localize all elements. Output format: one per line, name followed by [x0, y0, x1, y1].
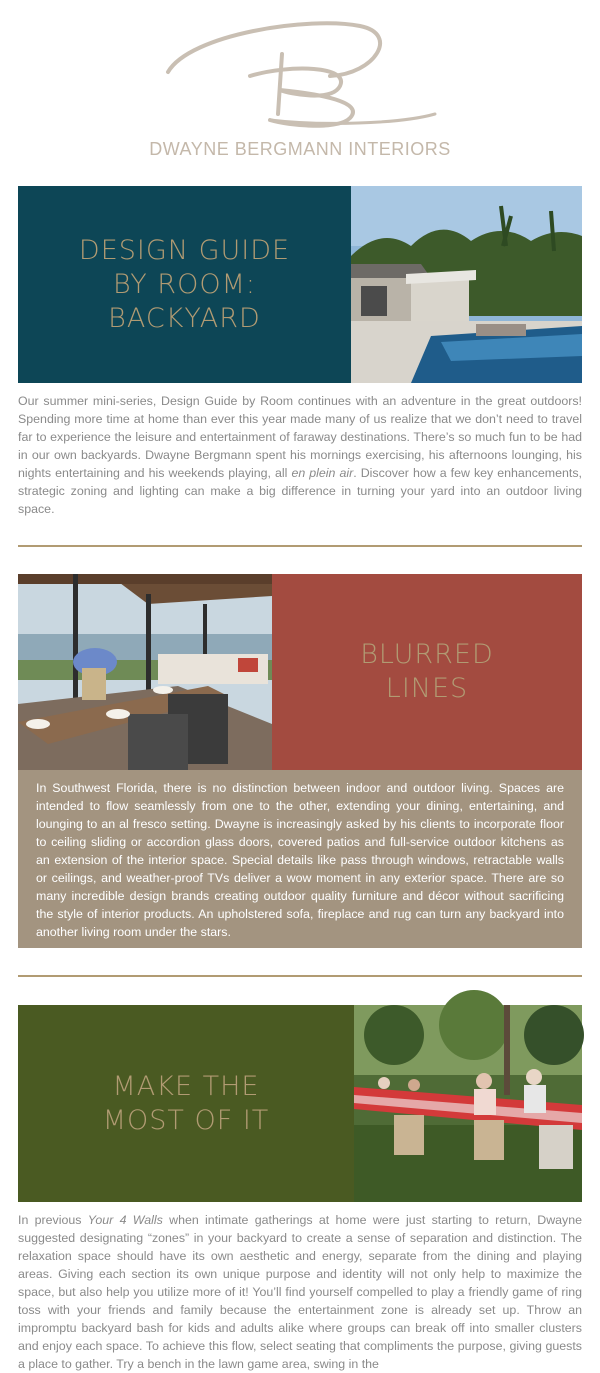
lanai-dining-photo — [18, 574, 272, 770]
blurred-lines-text: In Southwest Florida, there is no distinction between indoor and outdoor living. Spaces are intended to flow seamlessly from one to the other, extending your dining, entertaining, and lounging to an al fresco setting. Dwayne is increasingly asked by his clients to incorporate floor to ceiling sliding or accordion glass doors, covered patios and full-service outdoor kitchens as an extension of the interior space. Special details like pass through windows, retractable walls or ceilings, and weather-proof TVs deliver a wow moment in any exterior space. There are so many incredible design brands creating outdoor quality furniture and décor without sacrificing the style of interior products. An upholstered sofa, fireplace and rug can turn any backyard into another living room under the stars. — [36, 781, 564, 939]
brand-name: DWAYNE BERGMANN INTERIORS — [149, 139, 451, 159]
make-the-most-text-end: when intimate gatherings at home were just starting to return, Dwayne suggested designating “zones” in your backyard to create a sense of separation and distinction. The relaxation space should have its own aesthetic and energy, separate from the dining and playing areas. Giving each section its own unique purpose and identity will not only help to maximize the space, but also help you utilize more of it! You’ll find yourself compelled to play a friendly game of ring toss with your friends and family because the entertainment zone is already set up. Throw an impromptu backyard bash for kids and adults alike where groups can break off into smaller clusters and enjoy each space. To achieve this flow, select seating that compliments the purpose, giving guests a place to gather. Try a bench in the lawn game area, swing in the — [18, 1213, 583, 1371]
section-make-the-most — [18, 1005, 582, 1202]
section-title: BLURRED LINES — [360, 639, 494, 704]
brand-logo[interactable] — [0, 0, 600, 175]
section-divider — [18, 975, 582, 977]
intro-emphasis: en plein air — [291, 466, 354, 480]
make-the-most-paragraph — [18, 1211, 582, 1373]
garden-party-photo — [354, 1005, 582, 1202]
section-backyard — [18, 186, 582, 383]
intro-text: Our summer mini-series, Design Guide by Room continues with an adventure in the great outdoors! Spending more time at home than ever this year made many of us realize that we don’t need to travel far to experience the leisure and entertainment of faraway destinations. There’s so much fun to be had in our own backyards. Dwayne Bergmann spent his mornings exercising, his afternoons lounging, his nights entertaining and his weekends playing, all — [18, 394, 582, 480]
intro-paragraph — [18, 392, 582, 518]
title-panel — [18, 1005, 354, 1202]
publication-title: Your 4 Walls — [87, 1213, 163, 1227]
monogram-logo-icon — [150, 14, 450, 134]
section-divider — [18, 545, 582, 547]
title-panel — [272, 574, 582, 770]
blurred-lines-paragraph — [18, 770, 582, 948]
intro-text-end: . Discover how a few key enhancements, strategic zoning and lighting can make a big difference in turning your yard into an outdoor living space. — [18, 466, 582, 516]
section-blurred-lines — [18, 574, 582, 770]
title-panel — [18, 186, 351, 383]
pool-house-photo — [351, 186, 582, 383]
make-the-most-text: In previous — [18, 1213, 88, 1227]
section-title: DESIGN GUIDE BY ROOM: BACKYARD — [78, 234, 291, 334]
section-title: MAKE THE MOST OF IT — [102, 1070, 270, 1136]
